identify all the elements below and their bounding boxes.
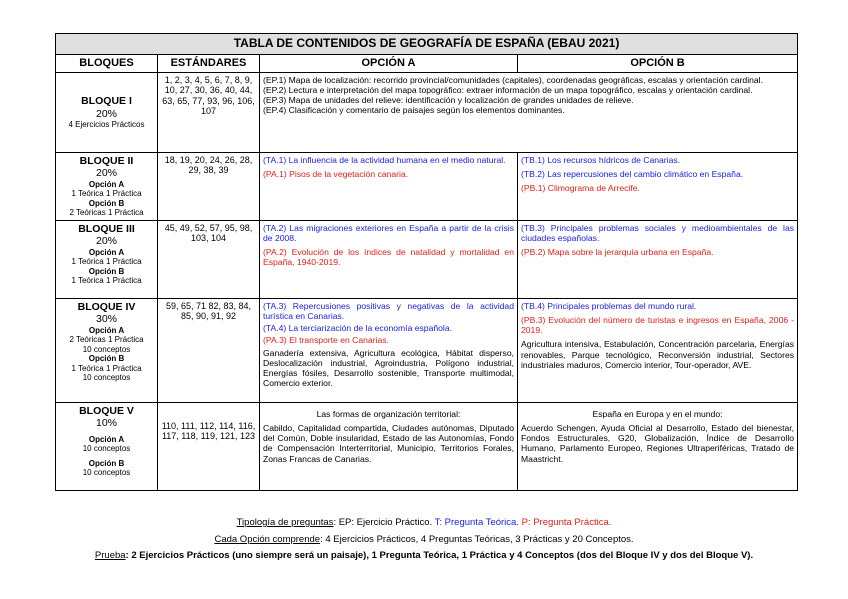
exercise-ep1: (EP.1) Mapa de localización: recorrido provincial/comunidades (capitales), coordenadas geográficas, escalas y orientación cardinal. bbox=[263, 75, 763, 85]
option-b-label: Opción B bbox=[88, 458, 125, 468]
bloque-3-option-b bbox=[518, 221, 798, 299]
option-a-label: Opción A bbox=[88, 179, 125, 189]
practice-pb1: (PB.1) Climograma de Arrecife. bbox=[521, 183, 640, 194]
bloque-4-option-b bbox=[518, 299, 798, 403]
practice-pb2: (PB.2) Mapa sobre la jerarquía urbana en España. bbox=[521, 247, 714, 258]
header-estandares: ESTÁNDARES bbox=[158, 55, 260, 73]
bloque-2-option-a bbox=[260, 153, 518, 221]
exercise-ep4: (EP.4) Clasificación y comentario de paisajes según los elementos dominantes. bbox=[263, 105, 565, 116]
table-row-bloque-1 bbox=[56, 73, 798, 153]
table-title: TABLA DE CONTENIDOS DE GEOGRAFÍA DE ESPAÑA (EBAU 2021) bbox=[56, 34, 798, 55]
footer-label-option: Cada Opción comprende bbox=[214, 534, 321, 545]
theory-tb2: (TB.2) Las repercusiones del cambio climático en España. bbox=[521, 169, 744, 180]
option-a-text: 2 Teóricas 1 Práctica bbox=[69, 335, 144, 345]
practice-pa2: (PA.2) Evolución de los índices de natalidad y mortalidad en España, 1940-2019. bbox=[263, 247, 514, 268]
theory-ta2: (TA.2) Las migraciones exteriores en España a partir de la crisis de 2008. bbox=[263, 223, 514, 244]
bloque-percent: 10% bbox=[95, 417, 117, 430]
option-b-label: Opción B bbox=[88, 354, 125, 364]
bloque-5-standards: 110, 111, 112, 114, 116, 117, 118, 119, 121, 123 bbox=[158, 403, 260, 491]
concepts-heading-a: Las formas de organización territorial: bbox=[316, 409, 461, 419]
theory-ta3: (TA.3) Repercusiones positivas y negativas de la actividad turística en Canarias. bbox=[263, 301, 514, 322]
bloque-percent: 20% bbox=[95, 235, 117, 248]
footer-label-types: Tipología de preguntas bbox=[236, 517, 334, 528]
footer-label-prueba: Prueba bbox=[94, 550, 126, 561]
option-b-text: 10 conceptos bbox=[82, 468, 131, 478]
footer-practice-legend: P: Pregunta Práctica. bbox=[521, 517, 612, 528]
theory-tb4: (TB.4) Principales problemas del mundo rural. bbox=[521, 301, 697, 311]
theory-ta4: (TA.4) La terciarización de la economía española. bbox=[263, 323, 453, 334]
theory-tb1: (TB.1) Los recursos hídricos de Canarias. bbox=[521, 155, 681, 165]
concepts-list-b: Agricultura intensiva, Estabulación, Concentración parcelaria, Energías renovables, Parque tecnológico, Reconversión industrial, Sectores industriales maduros, Comercio interior, Tour-operador, AVE. bbox=[521, 339, 795, 370]
bloque-2-standards: 18, 19, 20, 24, 26, 28, 29, 38, 39 bbox=[158, 153, 260, 221]
table-row-bloque-2 bbox=[56, 153, 798, 221]
practice-pa1: (PA.1) Pisos de la vegetación canaria. bbox=[263, 169, 409, 180]
bloque-3-cell bbox=[56, 221, 158, 299]
bloque-4-standards: 59, 65, 71 82, 83, 84, 85, 90, 91, 92 bbox=[158, 299, 260, 403]
theory-ta1: (TA.1) La influencia de la actividad humana en el medio natural. bbox=[263, 155, 506, 165]
bloque-1-cell bbox=[56, 73, 158, 153]
exercise-ep3: (EP.3) Mapa de unidades del relieve: identificación y localización de grandes unidades de relieve. bbox=[263, 95, 634, 106]
bloque-name: BLOQUE IV bbox=[77, 301, 136, 313]
bloque-1-exercises bbox=[260, 73, 798, 153]
footer-types-text: : EP: Ejercicio Práctico. bbox=[333, 517, 435, 528]
bloque-name: BLOQUE III bbox=[78, 223, 135, 235]
header-opcion-b: OPCIÓN B bbox=[518, 55, 798, 73]
option-a-text: 1 Teórica 1 Práctica bbox=[71, 189, 142, 199]
concepts-list-a: Cabildo, Capitalidad compartida, Ciudades autónomas, Diputado del Común, Doble insularidad, Estado de las Autonomías, Fondo de Compensación Interterritorial, Municipio, Territorios Forales, Zonas Francas de Canarias. bbox=[263, 423, 514, 464]
exercise-ep2: (EP.2) Lectura e interpretación del mapa topográfico: extraer información de un mapa topográfico, escalas y orientación cardinal. bbox=[263, 85, 753, 96]
bloque-5-option-b bbox=[518, 403, 798, 491]
option-b-text: 1 Teórica 1 Práctica bbox=[71, 363, 142, 373]
practice-pa3: (PA.3) El transporte en Canarias. bbox=[263, 335, 389, 346]
bloque-5-option-a bbox=[260, 403, 518, 491]
practice-pb3: (PB.3) Evolución del número de turistas e ingresos en España, 2006 - 2019. bbox=[521, 315, 795, 336]
concepts-list-b: Acuerdo Schengen, Ayuda Oficial al Desarrollo, Estado del bienestar, Fondos Estructurales, G20, Globalización, Índice de Desarrollo Humano, Parlamento Europeo, Regiones Ultraperiféricas, Tratado de Maastricht. bbox=[521, 423, 795, 464]
header-opcion-a: OPCIÓN A bbox=[260, 55, 518, 73]
bloque-3-option-a bbox=[260, 221, 518, 299]
bloque-name: BLOQUE V bbox=[79, 405, 134, 417]
table-row-bloque-3 bbox=[56, 221, 798, 299]
bloque-2-option-b bbox=[518, 153, 798, 221]
footer-question-types bbox=[0, 517, 848, 528]
option-b-text: 2 Teóricas 1 Práctica bbox=[69, 208, 144, 218]
table-row-bloque-4 bbox=[56, 299, 798, 403]
bloque-4-cell bbox=[56, 299, 158, 403]
footer-option-text: : 4 Ejercicios Prácticos, 4 Preguntas Teóricas, 3 Prácticas y 20 Conceptos. bbox=[320, 534, 634, 545]
concepts-list-a: Ganadería extensiva, Agricultura ecológica, Hábitat disperso, Deslocalización industrial, Agroindustria, Polígono industrial, Energías fósiles, Desarrollo sostenible, Transporte multimodal, Comercio exterior. bbox=[263, 347, 514, 388]
option-a-label: Opción A bbox=[88, 325, 125, 335]
bloque-percent: 30% bbox=[95, 313, 117, 326]
bloque-name: BLOQUE II bbox=[79, 155, 134, 167]
option-a-label: Opción A bbox=[88, 247, 125, 257]
table-row-bloque-5 bbox=[56, 403, 798, 491]
header-bloques: BLOQUES bbox=[56, 55, 158, 73]
bloque-percent: 20% bbox=[95, 167, 117, 180]
bloque-name: BLOQUE I bbox=[81, 95, 132, 108]
footer-exam bbox=[0, 550, 848, 561]
bloque-5-cell bbox=[56, 403, 158, 491]
bloque-percent: 20% bbox=[95, 107, 117, 120]
bloque-4-option-a bbox=[260, 299, 518, 403]
option-b-text: 1 Teórica 1 Práctica bbox=[71, 276, 142, 286]
theory-tb3: (TB.3) Principales problemas sociales y medioambientales de las ciudades españolas. bbox=[521, 223, 795, 244]
concepts-heading-b: España en Europa y en el mundo: bbox=[592, 409, 723, 419]
bloque-1-standards: 1, 2, 3, 4, 5, 6, 7, 8, 9, 10, 27, 30, 36, 40, 44, 63, 65, 77, 93, 96, 106, 107 bbox=[158, 73, 260, 153]
bloque-3-standards: 45, 49, 52, 57, 95, 98, 103, 104 bbox=[158, 221, 260, 299]
option-b-label: Opción B bbox=[88, 198, 125, 208]
bloque-ejercicios: 4 Ejercicios Prácticos bbox=[68, 120, 145, 130]
footer-prueba-text: : 2 Ejercicios Prácticos (uno siempre será un paisaje), 1 Pregunta Teórica, 1 Práctica y 4 Conceptos (dos del Bloque IV y dos del Bloque V). bbox=[125, 550, 754, 561]
option-b-concepts: 10 conceptos bbox=[82, 372, 131, 382]
option-a-label: Opción A bbox=[88, 434, 125, 444]
option-a-text: 1 Teórica 1 Práctica bbox=[71, 257, 142, 267]
contents-table bbox=[55, 33, 798, 491]
footer-theory-legend: T: Pregunta Teórica. bbox=[434, 517, 519, 528]
bloque-2-cell bbox=[56, 153, 158, 221]
option-b-label: Opción B bbox=[88, 266, 125, 276]
option-a-concepts: 10 conceptos bbox=[82, 344, 131, 354]
footer-option-contents bbox=[0, 534, 848, 545]
option-a-text: 10 conceptos bbox=[82, 444, 131, 454]
